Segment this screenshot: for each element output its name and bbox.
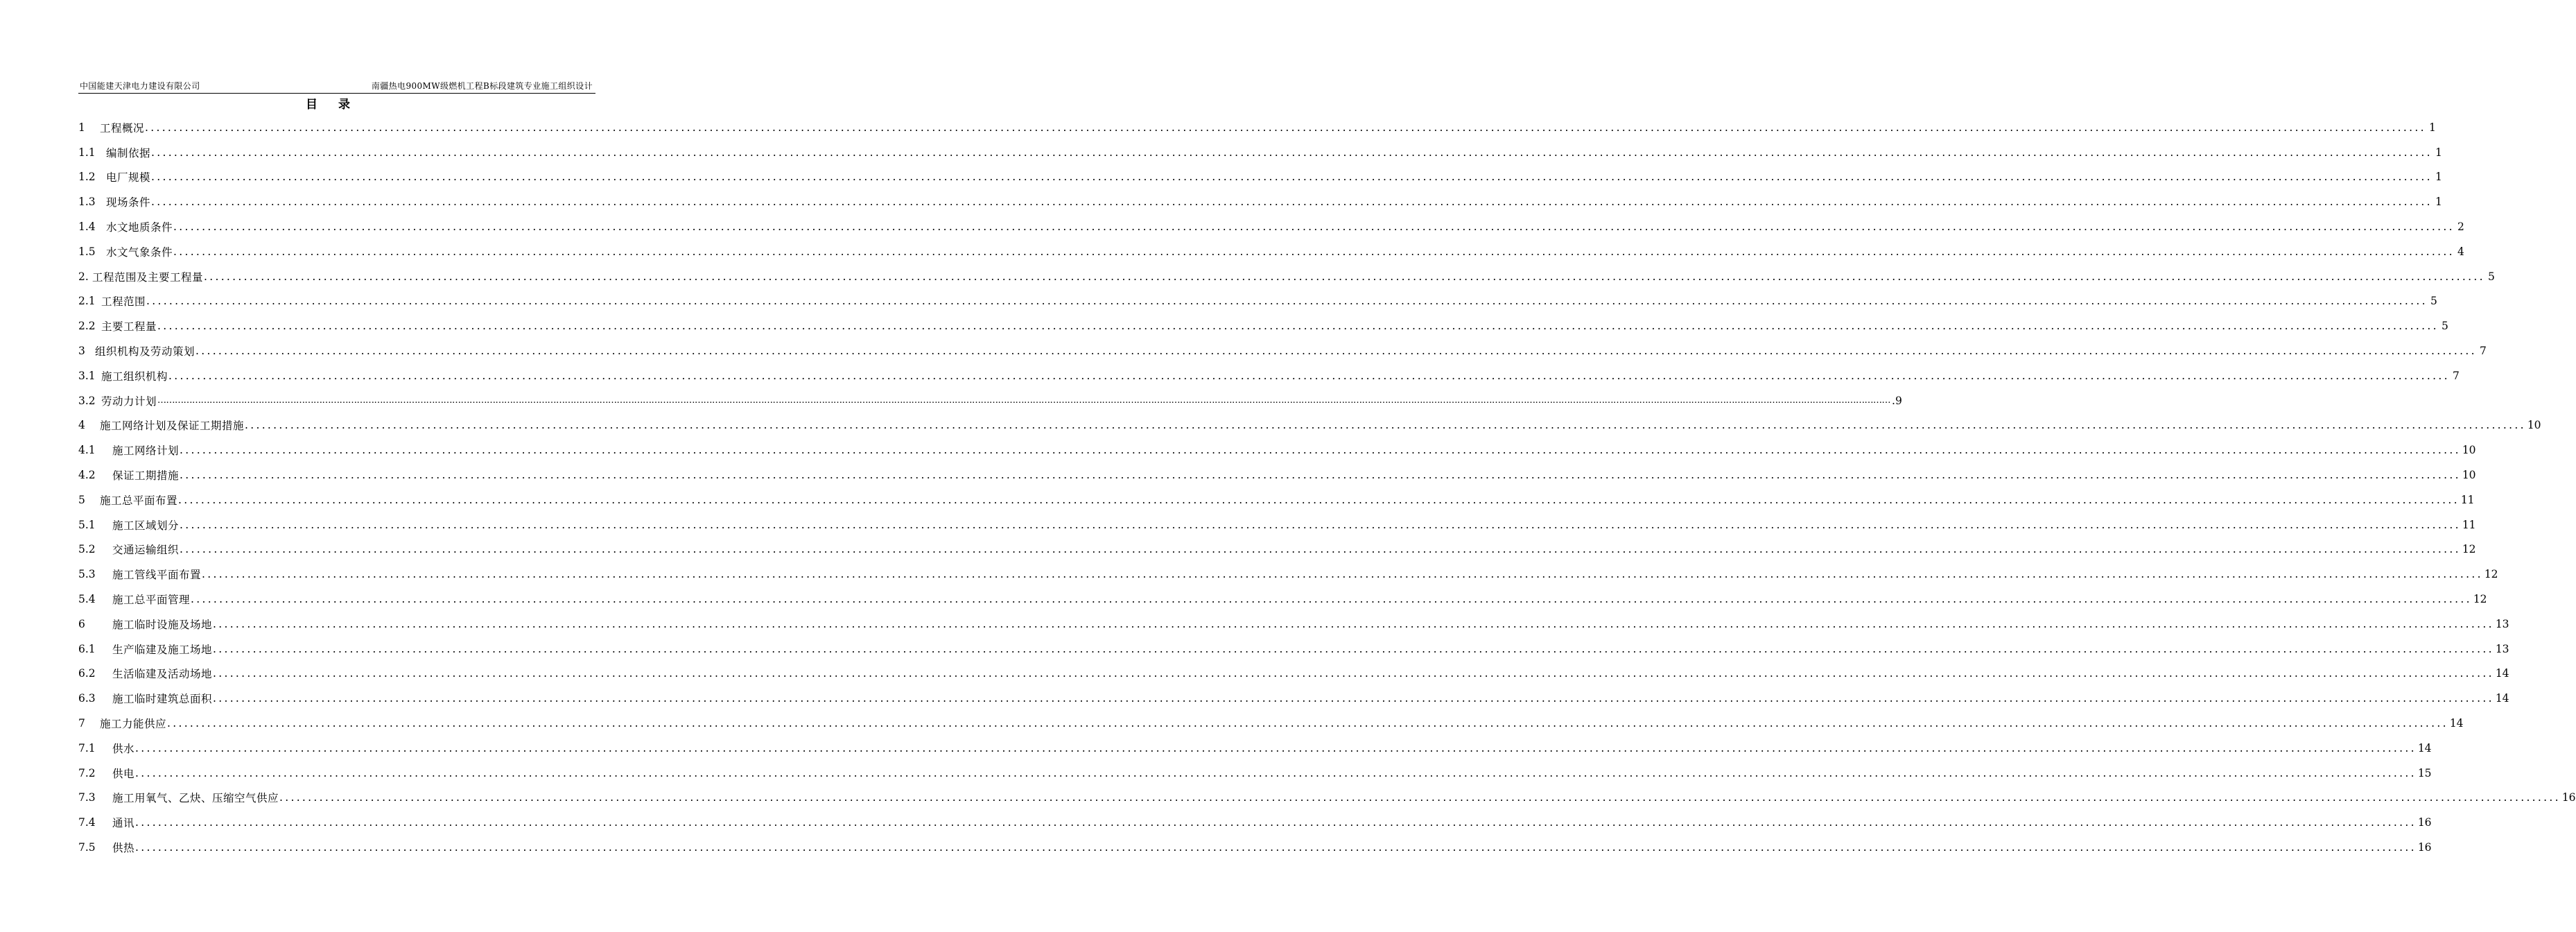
toc-entry-number: 5	[78, 493, 85, 506]
toc-entry-number: 7.5	[78, 841, 96, 854]
toc-entry[interactable]	[78, 637, 2509, 662]
toc-entry-page: 11	[2460, 493, 2475, 506]
toc-leader-dots: ................................................................................................................................................................................................................................................................................................................................................................................................................	[180, 469, 2461, 482]
toc-entry-title: 施工区域划分	[112, 519, 180, 532]
toc-entry-page: 12	[2462, 543, 2476, 556]
toc-entry-page: 10	[2462, 444, 2476, 457]
toc-entry-title: 施工总平面布置	[100, 494, 178, 507]
toc-entry-title: 供电	[112, 767, 135, 780]
toc-entry-title: 组织机构及劳动策划	[95, 345, 195, 359]
toc-entry-number: 4.2	[78, 469, 96, 482]
toc-entry-number: 6.3	[78, 692, 96, 705]
toc-entry[interactable]	[78, 562, 2498, 587]
toc-entry-number: 5.4	[78, 593, 96, 606]
toc-leader-dots: ................................................................................................................................................................................................................................................................................................................................................................................................................	[135, 766, 2417, 779]
toc-entry[interactable]	[78, 388, 1902, 413]
toc-entry-number: 6.1	[78, 642, 96, 655]
toc-entry-title: 施工管线平面布置	[112, 569, 202, 582]
toc-leader-dots: ................................................................................................................................................................................................................................................................................................................................................................................................................	[178, 493, 2460, 506]
toc-leader-dots: ................................................................................................................................................................................................................................................................................................................................................................................................................	[173, 245, 2455, 258]
toc-entry-page: 15	[2417, 766, 2432, 779]
toc-entry-title: 施工网络计划及保证工期措施	[100, 420, 245, 433]
toc-leader-dots: ................................................................................................................................................................................................................................................................................................................................................................................................................	[279, 791, 2561, 804]
toc-entry[interactable]	[78, 363, 2460, 388]
toc-entry[interactable]	[78, 338, 2487, 363]
toc-entry-number: 4.1	[78, 444, 96, 457]
toc-leader-dots: ................................................................................................................................................................................................................................................................................................................................................................................................................	[173, 221, 2455, 234]
toc-entry-number: 6	[78, 617, 85, 630]
table-of-contents	[78, 115, 2576, 860]
toc-leader-dots: ................................................................................................................................................................................................................................................................................................................................................................................................................	[168, 369, 2450, 382]
toc-entry-number: 5.3	[78, 568, 96, 581]
toc-entry-page: 14	[2495, 667, 2509, 680]
toc-entry[interactable]	[78, 711, 2464, 736]
toc-entry-page: 1	[2428, 121, 2436, 134]
toc-entry[interactable]	[78, 761, 2432, 786]
toc-entry-page: 14	[2417, 741, 2432, 754]
toc-entry-title: 施工总平面管理	[112, 594, 191, 607]
toc-entry-page: 13	[2495, 617, 2509, 630]
toc-entry[interactable]	[78, 662, 2509, 687]
toc-entry-title: 通讯	[112, 817, 135, 830]
toc-entry-title: 工程概况	[100, 121, 145, 135]
toc-leader-dots: ................................................................................................................................................................................................................................................................................................................................................................................................................	[180, 543, 2461, 556]
toc-entry[interactable]	[78, 289, 2437, 314]
toc-entry-number: 1.4	[78, 221, 96, 234]
toc-leader-dots: ................................................................................................................................................................................................................................................................................................................................................................................................................	[213, 617, 2494, 630]
toc-leader-dots: ................................................................................................................................................................................................................................................................................................................................................................................................................	[151, 146, 2433, 159]
toc-entry-page: 14	[2495, 692, 2509, 705]
toc-entry[interactable]	[78, 786, 2576, 811]
toc-leader-dots: ................................................................................................................................................................................................................................................................................................................................................................................................................	[213, 642, 2494, 655]
toc-entry[interactable]	[78, 115, 2436, 140]
toc-entry-title: 保证工期措施	[112, 469, 180, 483]
toc-entry[interactable]	[78, 537, 2476, 562]
toc-leader-dots: ................................................................................................................................................................................................................................................................................................................................................................................................................	[135, 816, 2417, 829]
toc-leader-dots: ................................................................................................................................................................................................................................................................................................................................................................................................................	[146, 295, 2428, 308]
toc-leader-dots: ................................................................................................................................................................................................................................................................................................................................................................................................................	[213, 692, 2494, 705]
toc-entry[interactable]	[78, 736, 2432, 761]
toc-entry-number: 6.2	[78, 667, 96, 680]
toc-entry-title: 供热	[112, 842, 135, 854]
toc-leader-dots: ................................................................................................................................................................................................................................................................................................................................................................................................................	[191, 593, 2472, 606]
toc-entry-title: 施工网络计划	[112, 445, 180, 458]
toc-entry[interactable]	[78, 438, 2476, 463]
toc-entry-page: 11	[2462, 518, 2476, 531]
toc-leader-dots: ................................................................................................................................................................................................................................................................................................................................................................................................................	[151, 196, 2433, 209]
toc-entry-page: .9	[1892, 394, 1902, 407]
header-company: 中国能建天津电力建设有限公司	[80, 81, 200, 91]
toc-entry-number: 1.3	[78, 196, 96, 209]
toc-entry-page: 2	[2457, 221, 2464, 234]
toc-entry-page: 1	[2435, 146, 2442, 159]
toc-leader-dots: ................................................................................................................................................................................................................................................................................................................................................................................................................	[167, 717, 2448, 730]
toc-entry[interactable]	[78, 140, 2442, 165]
toc-entry[interactable]	[78, 810, 2432, 835]
toc-entry[interactable]	[78, 264, 2495, 289]
toc-entry[interactable]	[78, 214, 2464, 239]
toc-leader-dots: ................................................................................................................................................................................................................................................................................................................................................................................................................	[180, 444, 2461, 457]
toc-entry-number: 3	[78, 345, 85, 358]
toc-entry-number: 3.1	[78, 369, 96, 382]
toc-leader-dots: ................................................................................................................................................................................................................................................................................................................................................................................................................	[135, 841, 2417, 854]
toc-leader-dots: ................................................................................................................................................................................................................................................................................................................................................................................................................	[245, 419, 2526, 432]
toc-entry-number: 7	[78, 717, 85, 730]
toc-entry-page: 10	[2462, 469, 2476, 482]
toc-entry-title: 水文地质条件	[106, 221, 173, 234]
toc-entry-title: 供水	[112, 742, 135, 755]
toc-entry-page: 14	[2449, 717, 2464, 730]
toc-entry[interactable]	[78, 165, 2442, 190]
toc-entry-number: 3.2	[78, 394, 96, 407]
toc-leader-dots: ................................................................................................................................................................................................................................................................................................................................................................................................................	[151, 171, 2433, 184]
toc-entry-title: 生活临建及活动场地	[112, 668, 213, 681]
toc-entry-number: 1.5	[78, 245, 96, 258]
toc-entry-number: 7.2	[78, 766, 96, 779]
toc-entry-page: 5	[2441, 320, 2448, 333]
toc-entry-page: 7	[2452, 369, 2460, 382]
page-header	[78, 79, 595, 94]
toc-entry-title: 施工力能供应	[100, 718, 167, 731]
toc-entry-page: 1	[2435, 196, 2442, 209]
toc-entry-title: 编制依据	[106, 146, 151, 159]
toc-entry-title: 工程范围	[101, 295, 146, 309]
toc-entry-title: 水文气象条件	[106, 245, 173, 259]
toc-entry[interactable]	[78, 239, 2464, 264]
toc-entry-title: 劳动力计划	[101, 395, 157, 408]
toc-entry[interactable]	[78, 835, 2432, 860]
toc-title: 目录	[306, 98, 371, 112]
toc-entry-page: 16	[2417, 816, 2432, 829]
toc-entry-number: 7.1	[78, 741, 96, 754]
toc-entry-number: 5.2	[78, 543, 96, 556]
toc-entry-number: 2.2	[78, 320, 96, 333]
toc-entry-title: 电厂规模	[106, 171, 151, 184]
toc-entry-page: 1	[2435, 171, 2442, 184]
toc-entry-page: 10	[2527, 419, 2541, 432]
toc-entry-title: 现场条件	[106, 196, 151, 209]
toc-leader-dots: ................................................................................................................................................................................................................................................................................................................................................................................................................	[202, 568, 2483, 581]
toc-leader-dots: ................................................................................................................................................................................................................................................................................................................................................................................................................	[204, 270, 2485, 283]
toc-entry-page: 4	[2457, 245, 2464, 258]
toc-entry[interactable]	[78, 313, 2448, 338]
toc-entry-number: 2.	[78, 270, 89, 283]
toc-entry[interactable]	[78, 512, 2476, 537]
toc-entry-number: 7.3	[78, 791, 96, 804]
toc-entry-number: 4	[78, 419, 85, 432]
toc-leader-dots: ................................................................................................................................................................................................................................................................................................................................................................................................................	[157, 320, 2439, 333]
toc-entry-title: 生产临建及施工场地	[112, 643, 213, 656]
toc-entry-page: 16	[2561, 791, 2576, 804]
toc-leader-dots: ................................................................................................................................................................................................................................................................................................................................................................................................................	[213, 667, 2494, 680]
toc-leader-dots: ................................................................................................................................................................................................................................................................................................................................................................................................................	[145, 121, 2426, 134]
toc-entry-title: 工程范围及主要工程量	[92, 270, 204, 284]
toc-entry-title: 施工用氧气、乙炔、压缩空气供应	[112, 792, 279, 805]
toc-entry-page: 13	[2495, 642, 2509, 655]
toc-entry-number: 7.4	[78, 816, 96, 829]
toc-entry[interactable]	[78, 487, 2475, 512]
toc-entry-page: 12	[2473, 593, 2487, 606]
toc-entry-title: 施工临时建筑总面积	[112, 693, 213, 706]
toc-entry-title: 施工临时设施及场地	[112, 618, 213, 631]
toc-entry-number: 1.2	[78, 171, 96, 184]
toc-entry[interactable]	[78, 612, 2509, 637]
toc-entry[interactable]	[78, 189, 2442, 214]
toc-entry-page: 7	[2479, 345, 2487, 358]
toc-entry-page: 5	[2487, 270, 2495, 283]
toc-entry-title: 主要工程量	[101, 320, 157, 334]
toc-entry[interactable]	[78, 686, 2509, 711]
toc-entry-number: 2.1	[78, 295, 96, 308]
toc-entry-page: 5	[2430, 295, 2437, 308]
header-document-title: 南疆热电900MW级燃机工程B标段建筑专业施工组织设计	[371, 81, 593, 91]
toc-entry-page: 12	[2484, 568, 2498, 581]
toc-entry-number: 1	[78, 121, 85, 134]
toc-entry[interactable]	[78, 413, 2541, 438]
toc-entry[interactable]	[78, 587, 2487, 612]
toc-entry-number: 1.1	[78, 146, 96, 159]
toc-leader-dots: ……………………………………………………………………………………………………………………………………………………………………………………………………………………………………………………………………………………………………………………………………………………………………………………………………………………………………………………………………………………………………………………………………………………	[157, 395, 1891, 406]
toc-entry-title: 交通运输组织	[112, 544, 180, 557]
toc-entry-title: 施工组织机构	[101, 370, 168, 383]
toc-leader-dots: ................................................................................................................................................................................................................................................................................................................................................................................................................	[195, 345, 2477, 358]
toc-leader-dots: ................................................................................................................................................................................................................................................................................................................................................................................................................	[180, 518, 2461, 531]
toc-entry-page: 16	[2417, 841, 2432, 854]
toc-leader-dots: ................................................................................................................................................................................................................................................................................................................................................................................................................	[135, 741, 2417, 754]
toc-entry[interactable]	[78, 463, 2476, 487]
toc-entry-number: 5.1	[78, 518, 96, 531]
